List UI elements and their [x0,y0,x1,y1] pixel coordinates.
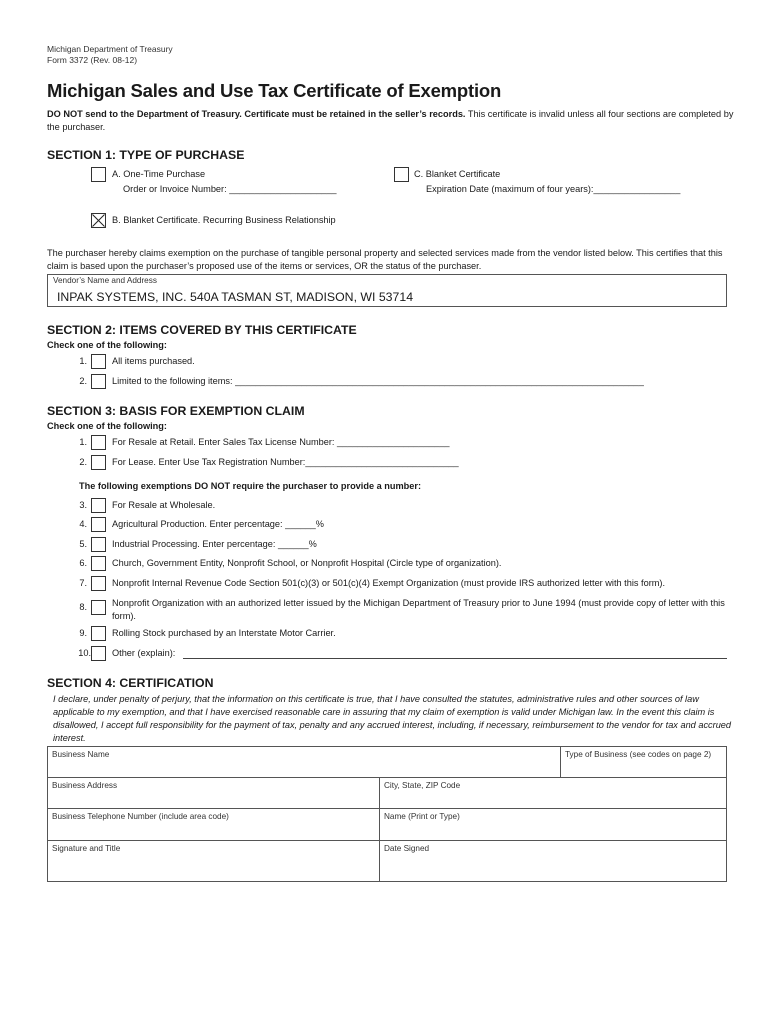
vendor-label: Vendor’s Name and Address [53,276,157,285]
grid-divider [47,840,727,841]
blanket-certificate-c-checkbox[interactable] [394,167,409,182]
other-explain-field[interactable] [183,658,727,659]
page-title: Michigan Sales and Use Tax Certificate of Exemption [47,80,502,101]
intro-rest-text: This certificate is invalid unless all four sections are completed by the purchaser. [47,109,734,132]
signature-title-field[interactable]: Signature and Title [52,844,121,853]
blanket-certificate-b-label: B. Blanket Certificate. Recurring Business Relationship [112,215,336,225]
section3-item-number: 5. [79,539,87,549]
section4-title: SECTION 4: CERTIFICATION [47,676,214,690]
nonprofit-501c-label: Nonprofit Internal Revenue Code Section 501(c)(3) or 501(c)(4) Exempt Organization (must provide IRS authorized letter with this form). [112,578,666,588]
agricultural-checkbox[interactable] [91,517,106,532]
one-time-purchase-checkbox[interactable] [91,167,106,182]
resale-wholesale-label: For Resale at Wholesale. [112,500,216,510]
section3-item-number: 8. [79,602,87,612]
rolling-stock-checkbox[interactable] [91,626,106,641]
intro-bold-text: DO NOT send to the Department of Treasury. Certificate must be retained in the seller’s records. [47,109,466,119]
section1-title: SECTION 1: TYPE OF PURCHASE [47,148,245,162]
section3-item-number: 9. [79,628,87,638]
form-header-agency [47,44,173,66]
grid-divider [560,746,561,777]
business-address-field[interactable]: Business Address [52,781,118,790]
date-signed-field[interactable]: Date Signed [384,844,430,853]
other-checkbox[interactable] [91,646,106,661]
grid-divider [379,777,380,882]
section2-instruction: Check one of the following: [47,340,167,350]
section2-title: SECTION 2: ITEMS COVERED BY THIS CERTIFICATE [47,323,357,337]
form-number: Form 3372 (Rev. 08-12) [47,55,138,65]
section3-title: SECTION 3: BASIS FOR EXEMPTION CLAIM [47,404,305,418]
section2-item-number: 1. [79,356,87,366]
city-state-zip-field[interactable]: City, State, ZIP Code [384,781,461,790]
section2-item-number: 2. [79,376,87,386]
lease-field[interactable]: For Lease. Enter Use Tax Registration Number:______________________________ [112,457,459,467]
telephone-field[interactable]: Business Telephone Number (include area code) [52,812,229,821]
agency-name: Michigan Department of Treasury [47,44,173,54]
section3-item-number: 3. [79,500,87,510]
church-government-checkbox[interactable] [91,556,106,571]
lease-checkbox[interactable] [91,455,106,470]
type-of-business-field[interactable]: Type of Business (see codes on page 2) [565,750,712,759]
nonprofit-letter-checkbox[interactable] [91,600,106,615]
rolling-stock-label: Rolling Stock purchased by an Interstate Motor Carrier. [112,628,336,638]
resale-retail-field[interactable]: For Resale at Retail. Enter Sales Tax License Number: ______________________ [112,437,450,447]
industrial-checkbox[interactable] [91,537,106,552]
one-time-purchase-label: A. One-Time Purchase [112,169,206,179]
other-label: Other (explain): [112,648,176,658]
grid-divider [47,808,727,809]
section3-item-number: 1. [79,437,87,447]
section3-item-number: 2. [79,457,87,467]
nonprofit-501c-checkbox[interactable] [91,576,106,591]
business-name-field[interactable]: Business Name [52,750,110,759]
agricultural-field[interactable]: Agricultural Production. Enter percentage: ______% [112,519,324,529]
order-invoice-number-field[interactable]: Order or Invoice Number: _____________________ [123,184,337,194]
resale-wholesale-checkbox[interactable] [91,498,106,513]
no-number-note: The following exemptions DO NOT require the purchaser to provide a number: [79,481,422,491]
intro-text [47,108,737,134]
church-government-label: Church, Government Entity, Nonprofit School, or Nonprofit Hospital (Circle type of organization). [112,558,502,568]
resale-retail-checkbox[interactable] [91,435,106,450]
expiration-date-field[interactable]: Expiration Date (maximum of four years):_________________ [426,184,681,194]
certification-declaration: I declare, under penalty of perjury, that the information on this certificate is true, that I have consulted the statutes, administrative rules and other sources of law applicable to my exemption, and that I have exercised reasonable care in assuring that my claim of exemption is valid under Michigan law. In the event this claim is disallowed, I accept full responsibility for the payment of tax, penalty and any accrued interest, including, if necessary, reimbursement to the vendor for tax and accrued interest. [53,694,732,743]
name-print-field[interactable]: Name (Print or Type) [384,812,460,821]
nonprofit-letter-label: Nonprofit Organization with an authorized letter issued by the Michigan Department of Treasury prior to June 1994 (must provide copy of letter with this form). [112,598,725,621]
vendor-name-address-value[interactable]: INPAK SYSTEMS, INC. 540A TASMAN ST, MADISON, WI 53714 [57,290,414,304]
section3-instruction: Check one of the following: [47,421,167,431]
section3-item-number: 10. [78,648,91,658]
claim-text: The purchaser hereby claims exemption on the purchase of tangible personal property and selected services made from the vendor listed below. This certifies that this claim is based upon the purchaser’s proposed use of the items or services, OR the status of the purchaser. [47,248,723,271]
blanket-certificate-b-checkbox[interactable] [91,213,106,228]
limited-items-checkbox[interactable] [91,374,106,389]
section3-item-number: 7. [79,578,87,588]
all-items-label: All items purchased. [112,356,195,366]
all-items-checkbox[interactable] [91,354,106,369]
section3-item-number: 4. [79,519,87,529]
section3-item-number: 6. [79,558,87,568]
grid-divider [47,777,727,778]
blanket-certificate-c-label: C. Blanket Certificate [414,169,501,179]
industrial-field[interactable]: Industrial Processing. Enter percentage: ______% [112,539,317,549]
limited-items-field[interactable]: Limited to the following items: ________________________________________________________________________________ [112,376,644,386]
